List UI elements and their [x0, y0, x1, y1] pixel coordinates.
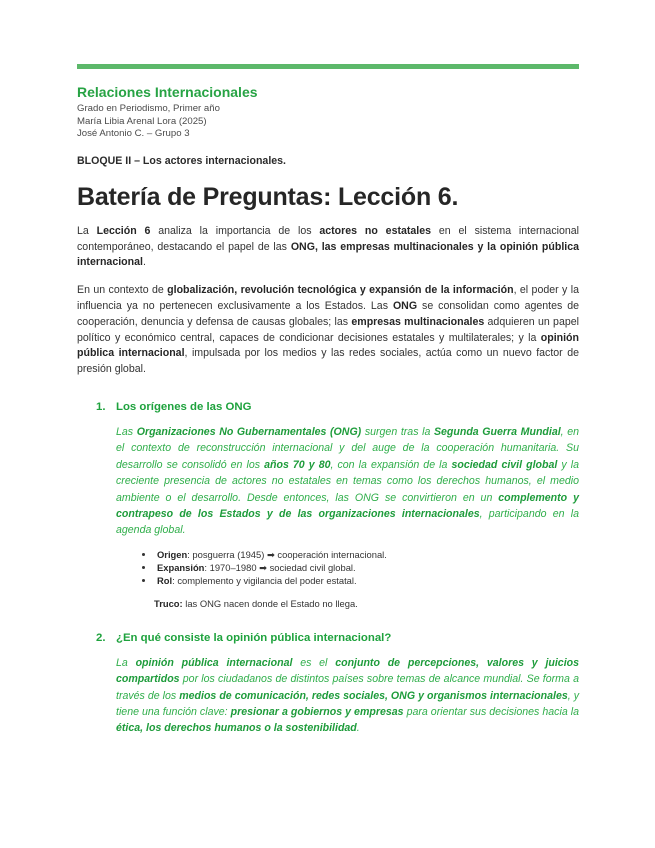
tip-note	[154, 598, 579, 609]
text-run: en el sistema internacional contemporáneo, destacando el papel de las	[77, 224, 579, 253]
section-title: ¿En qué consiste la opinión pública internacional?	[116, 631, 392, 644]
header-accent-bar	[77, 64, 579, 69]
section-answer	[116, 424, 579, 539]
text-run: La	[77, 224, 97, 237]
text-run: , con la expansión de la	[330, 458, 452, 471]
emphasis-text: globalización, revolución tecnológica y expansión de la información	[167, 284, 514, 297]
list-item-text: : posguerra (1945) ➡ cooperación internacional.	[187, 549, 387, 561]
document-body	[77, 84, 579, 747]
emphasis-text: opinión pública internacional	[135, 656, 293, 669]
list-item-text: : 1970–1980 ➡ sociedad civil global.	[204, 562, 356, 574]
emphasis-text: medios de comunicación, redes sociales, ONG y organismos internacionales	[179, 689, 568, 702]
section-heading	[96, 632, 579, 644]
tip-text: las ONG nacen donde el Estado no llega.	[182, 597, 358, 609]
emphasis-text: ONG	[392, 299, 418, 312]
list-item	[155, 562, 579, 575]
meta-line: María Libia Arenal Lora (2025)	[77, 115, 207, 127]
text-run: se consolidan como agentes de cooperación, denuncia y defensa de causas globales; las	[77, 299, 579, 328]
text-run: .	[356, 722, 360, 735]
meta-line: José Antonio C. – Grupo 3	[77, 128, 190, 140]
emphasis-text: conjunto de percepciones, valores y juicios compartidos	[116, 656, 580, 686]
text-run: es el	[292, 656, 336, 669]
intro-paragraph	[77, 283, 579, 378]
tip-label: Truco:	[154, 597, 183, 609]
emphasis-text: años 70 y 80	[264, 458, 331, 471]
text-run: , el poder y la influencia ya no pertenecen exclusivamente a los Estados. Las	[77, 284, 579, 312]
emphasis-text: ONG, las empresas multinacionales y la opinión pública internacional	[77, 240, 579, 269]
emphasis-text: Lección 6	[96, 224, 151, 237]
emphasis-text: complemento y contrapeso de los Estados y de las organizaciones internacionales	[116, 491, 579, 520]
emphasis-text: empresas multinacionales	[351, 315, 485, 328]
text-run: por los ciudadanos de distintos países sobre temas de alcance mundial. Se forma a través de los	[116, 673, 579, 702]
text-run: , participando en la agenda global.	[116, 507, 579, 537]
list-item-label: Expansión	[157, 562, 205, 574]
emphasis-text: Segunda Guerra Mundial	[433, 425, 561, 438]
section-title: Los orígenes de las ONG	[116, 400, 252, 413]
course-title: Relaciones Internacionales	[77, 84, 258, 100]
emphasis-text: opinión pública internacional	[77, 331, 579, 360]
section-number: 2.	[96, 631, 106, 644]
list-item-label: Rol	[157, 574, 173, 586]
meta-line: Grado en Periodismo, Primer año	[77, 103, 220, 114]
text-run: , impulsada por los medios y las redes sociales, actúa como un nuevo factor de presión global.	[77, 347, 579, 376]
text-run: surgen tras la	[361, 425, 434, 438]
block-heading: BLOQUE II – Los actores internacionales.	[77, 154, 286, 167]
page-title: Batería de Preguntas: Lección 6.	[77, 182, 459, 211]
list-item-label: Origen	[157, 549, 188, 561]
list-item	[155, 549, 579, 562]
list-item-text: : complemento y vigilancia del poder estatal.	[172, 574, 357, 586]
text-run: , y tiene una función clave:	[116, 689, 580, 718]
emphasis-text: Organizaciones No Gubernamentales (ONG)	[136, 425, 362, 438]
list-item	[155, 575, 579, 588]
emphasis-text: presionar a gobiernos y empresas	[230, 706, 404, 718]
summary-list	[77, 549, 579, 587]
text-run: analiza la importancia de los	[150, 224, 320, 237]
section-number: 1.	[96, 400, 106, 413]
text-run: .	[142, 256, 146, 269]
emphasis-text: ética, los derechos humanos o la sostenibilidad	[116, 722, 357, 735]
text-run: En un contexto de	[77, 284, 168, 297]
intro-paragraph	[77, 224, 579, 271]
text-run: La	[116, 656, 136, 669]
text-run: para orientar sus decisiones hacia la	[403, 706, 579, 718]
text-run: Las	[116, 425, 137, 438]
emphasis-text: actores no estatales	[319, 224, 432, 237]
section-heading	[96, 401, 579, 413]
text-run: , en el contexto de reconstrucción internacional y del auge de la cooperación humanitaria. Su desarrollo se consolidó en los	[116, 425, 580, 471]
text-run: adquieren un papel político y económico central, capaces de condicionar decisiones estatales y multilaterales; y la	[77, 315, 579, 344]
section-answer	[116, 655, 579, 737]
emphasis-text: sociedad civil global	[451, 458, 558, 471]
text-run: y la creciente presencia de actores no estatales en temas como los derechos humanos, el medio ambiente o el desarrollo. Desde entonces, las ONG se convirtieron en un	[116, 458, 579, 504]
